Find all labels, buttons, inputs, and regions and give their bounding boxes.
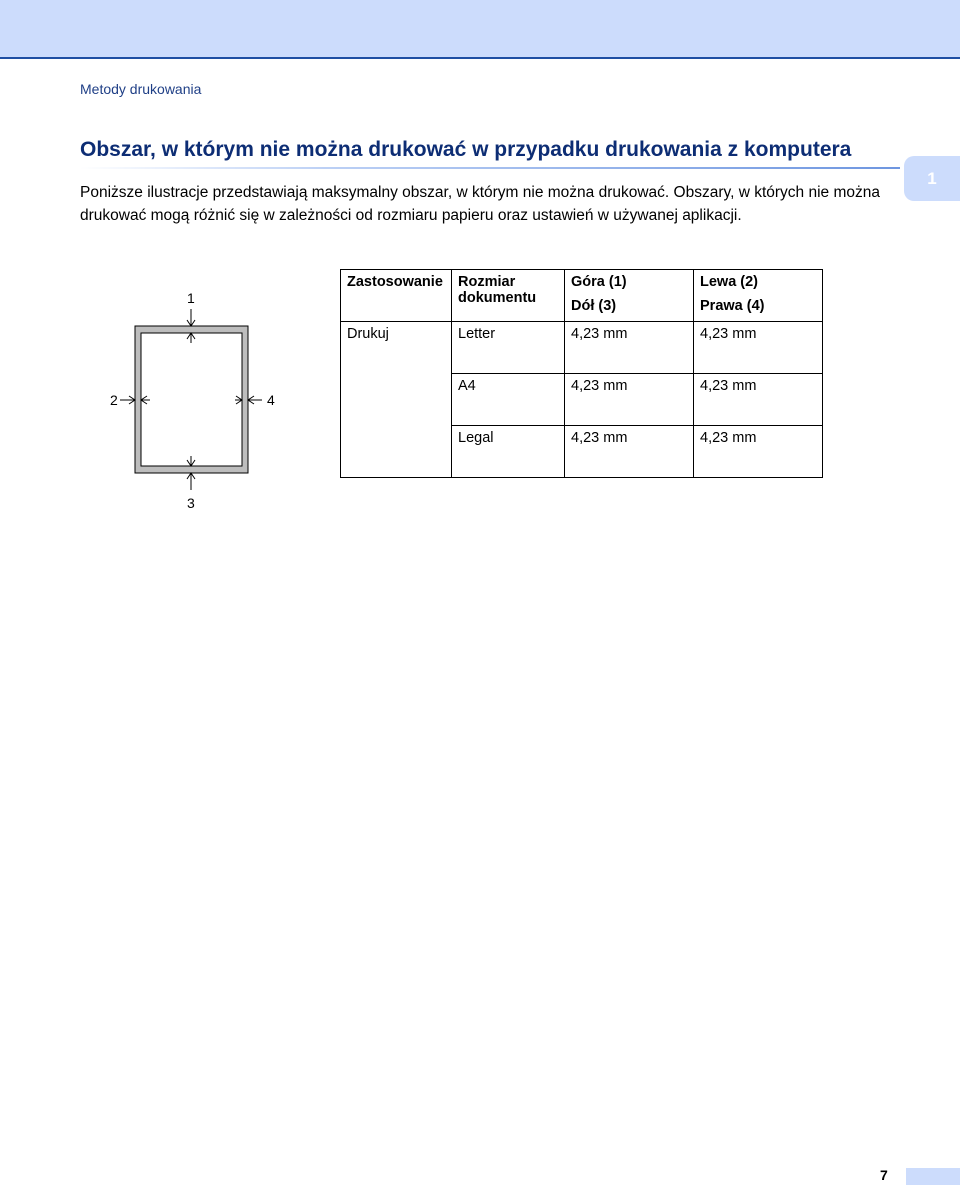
header-top-bottom	[565, 270, 694, 322]
footer-band	[906, 1168, 960, 1185]
figure-label-bottom: 3	[187, 495, 195, 511]
top-bottom-cell: 4,23 mm	[565, 374, 694, 426]
header-size	[452, 270, 565, 322]
figure-label-right: 4	[267, 392, 275, 408]
header-bottom: Dół (3)	[571, 298, 617, 314]
header-usage: Zastosowanie	[341, 270, 452, 322]
top-bottom-cell: 4,23 mm	[565, 426, 694, 478]
figure-label-left: 2	[110, 392, 118, 408]
printable-area	[141, 333, 242, 466]
size-cell: Letter	[452, 322, 565, 374]
page-title: Obszar, w którym nie można drukować w przypadku drukowania z komputera	[80, 138, 852, 161]
left-right-cell: 4,23 mm	[694, 322, 823, 374]
page-number: 7	[880, 1167, 888, 1183]
chapter-tab: 1	[904, 156, 960, 201]
figure-label-top: 1	[187, 290, 195, 306]
header-left: Lewa (2)	[700, 274, 759, 290]
title-rule	[80, 167, 900, 169]
usage-cell: Drukuj	[341, 322, 452, 478]
header-size-line1: Rozmiar	[458, 274, 516, 290]
table-row	[341, 322, 823, 374]
header-size-line2: dokumentu	[458, 290, 537, 306]
top-bottom-cell: 4,23 mm	[565, 322, 694, 374]
header-left-right	[694, 270, 823, 322]
header-right: Prawa (4)	[700, 298, 765, 314]
size-cell: A4	[452, 374, 565, 426]
header-top: Góra (1)	[571, 274, 627, 290]
running-head: Metody drukowania	[80, 81, 202, 97]
printable-area-figure	[100, 280, 290, 515]
intro-paragraph: Poniższe ilustracje przedstawiają maksymalny obszar, w którym nie można drukować. Obszary, w których nie można drukować mogą różnić się w zależności od rozmiaru papieru oraz ustawień w używanej aplikacji.	[80, 184, 880, 224]
left-right-cell: 4,23 mm	[694, 374, 823, 426]
table-header-row	[341, 270, 823, 322]
margins-table	[340, 269, 823, 478]
size-cell: Legal	[452, 426, 565, 478]
header-band	[0, 0, 960, 59]
left-right-cell: 4,23 mm	[694, 426, 823, 478]
